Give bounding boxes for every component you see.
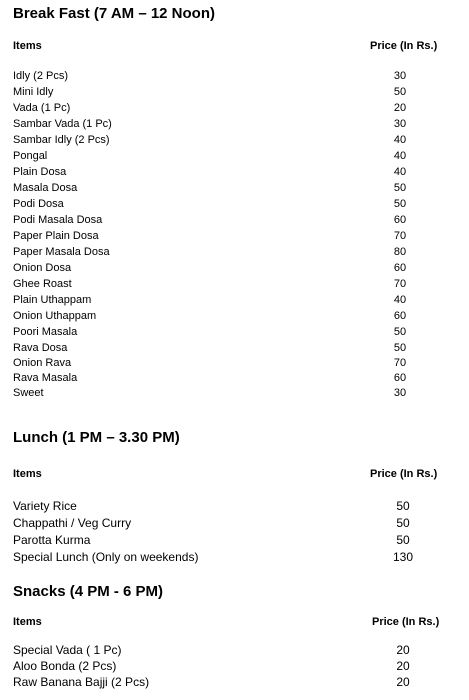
lunch-item-name: Variety Rice <box>13 499 77 513</box>
breakfast-item-price: 60 <box>393 262 407 274</box>
breakfast-items-header: Items <box>13 40 42 52</box>
breakfast-item-name: Plain Dosa <box>13 166 67 178</box>
breakfast-item-price: 70 <box>393 278 407 290</box>
lunch-item-name: Chappathi / Veg Curry <box>13 516 132 530</box>
snacks-item-name: Raw Banana Bajji (2 Pcs) <box>13 675 150 689</box>
lunch-items-header: Items <box>13 468 42 480</box>
snacks-title: Snacks (4 PM - 6 PM) <box>13 583 164 600</box>
lunch-title: Lunch (1 PM – 3.30 PM) <box>13 429 180 446</box>
breakfast-item-price: 70 <box>393 230 407 242</box>
snacks-item-price: 20 <box>396 659 410 673</box>
breakfast-price-header: Price (In Rs.) <box>370 40 438 52</box>
breakfast-item-price: 50 <box>393 86 407 98</box>
breakfast-item-name: Vada (1 Pc) <box>13 102 71 114</box>
breakfast-item-name: Sweet <box>13 387 44 399</box>
breakfast-item-price: 50 <box>393 182 407 194</box>
breakfast-item-name: Mini Idly <box>13 86 54 98</box>
breakfast-item-price: 80 <box>393 246 407 258</box>
breakfast-item-name: Idly (2 Pcs) <box>13 70 69 82</box>
lunch-item-price: 50 <box>396 499 410 513</box>
breakfast-item-price: 50 <box>393 342 407 354</box>
breakfast-item-name: Paper Plain Dosa <box>13 230 99 242</box>
breakfast-item-price: 50 <box>393 198 407 210</box>
lunch-item-name: Special Lunch (Only on weekends) <box>13 550 199 564</box>
breakfast-item-name: Onion Uthappam <box>13 310 97 322</box>
breakfast-item-name: Masala Dosa <box>13 182 78 194</box>
snacks-items-header: Items <box>13 616 42 628</box>
breakfast-item-name: Sambar Idly (2 Pcs) <box>13 134 110 146</box>
snacks-item-name: Special Vada ( 1 Pc) <box>13 643 122 657</box>
breakfast-item-price: 60 <box>393 310 407 322</box>
lunch-item-price: 50 <box>396 516 410 530</box>
breakfast-item-price: 30 <box>393 387 407 399</box>
snacks-price-header: Price (In Rs.) <box>372 616 440 628</box>
breakfast-item-price: 60 <box>393 372 407 384</box>
breakfast-item-name: Paper Masala Dosa <box>13 246 110 258</box>
breakfast-item-price: 70 <box>393 357 407 369</box>
breakfast-item-name: Ghee Roast <box>13 278 72 290</box>
breakfast-item-name: Onion Rava <box>13 357 72 369</box>
breakfast-item-price: 60 <box>393 214 407 226</box>
breakfast-item-name: Sambar Vada (1 Pc) <box>13 118 112 130</box>
breakfast-item-name: Podi Masala Dosa <box>13 214 103 226</box>
lunch-item-name: Parotta Kurma <box>13 533 91 547</box>
breakfast-item-name: Rava Dosa <box>13 342 68 354</box>
lunch-price-header: Price (In Rs.) <box>370 468 438 480</box>
breakfast-item-name: Onion Dosa <box>13 262 72 274</box>
snacks-item-price: 20 <box>396 675 410 689</box>
breakfast-item-price: 50 <box>393 326 407 338</box>
breakfast-item-name: Plain Uthappam <box>13 294 92 306</box>
breakfast-item-name: Podi Dosa <box>13 198 64 210</box>
breakfast-title: Break Fast (7 AM – 12 Noon) <box>13 5 215 22</box>
breakfast-item-price: 40 <box>393 166 407 178</box>
breakfast-item-price: 30 <box>393 118 407 130</box>
breakfast-item-name: Pongal <box>13 150 48 162</box>
snacks-item-name: Aloo Bonda (2 Pcs) <box>13 659 117 673</box>
lunch-item-price: 50 <box>396 533 410 547</box>
breakfast-item-price: 40 <box>393 150 407 162</box>
breakfast-item-name: Rava Masala <box>13 372 78 384</box>
breakfast-item-price: 40 <box>393 134 407 146</box>
breakfast-item-price: 30 <box>393 70 407 82</box>
breakfast-item-name: Poori Masala <box>13 326 78 338</box>
snacks-item-price: 20 <box>396 643 410 657</box>
lunch-item-price: 130 <box>392 550 414 564</box>
breakfast-item-price: 40 <box>393 294 407 306</box>
breakfast-item-price: 20 <box>393 102 407 114</box>
